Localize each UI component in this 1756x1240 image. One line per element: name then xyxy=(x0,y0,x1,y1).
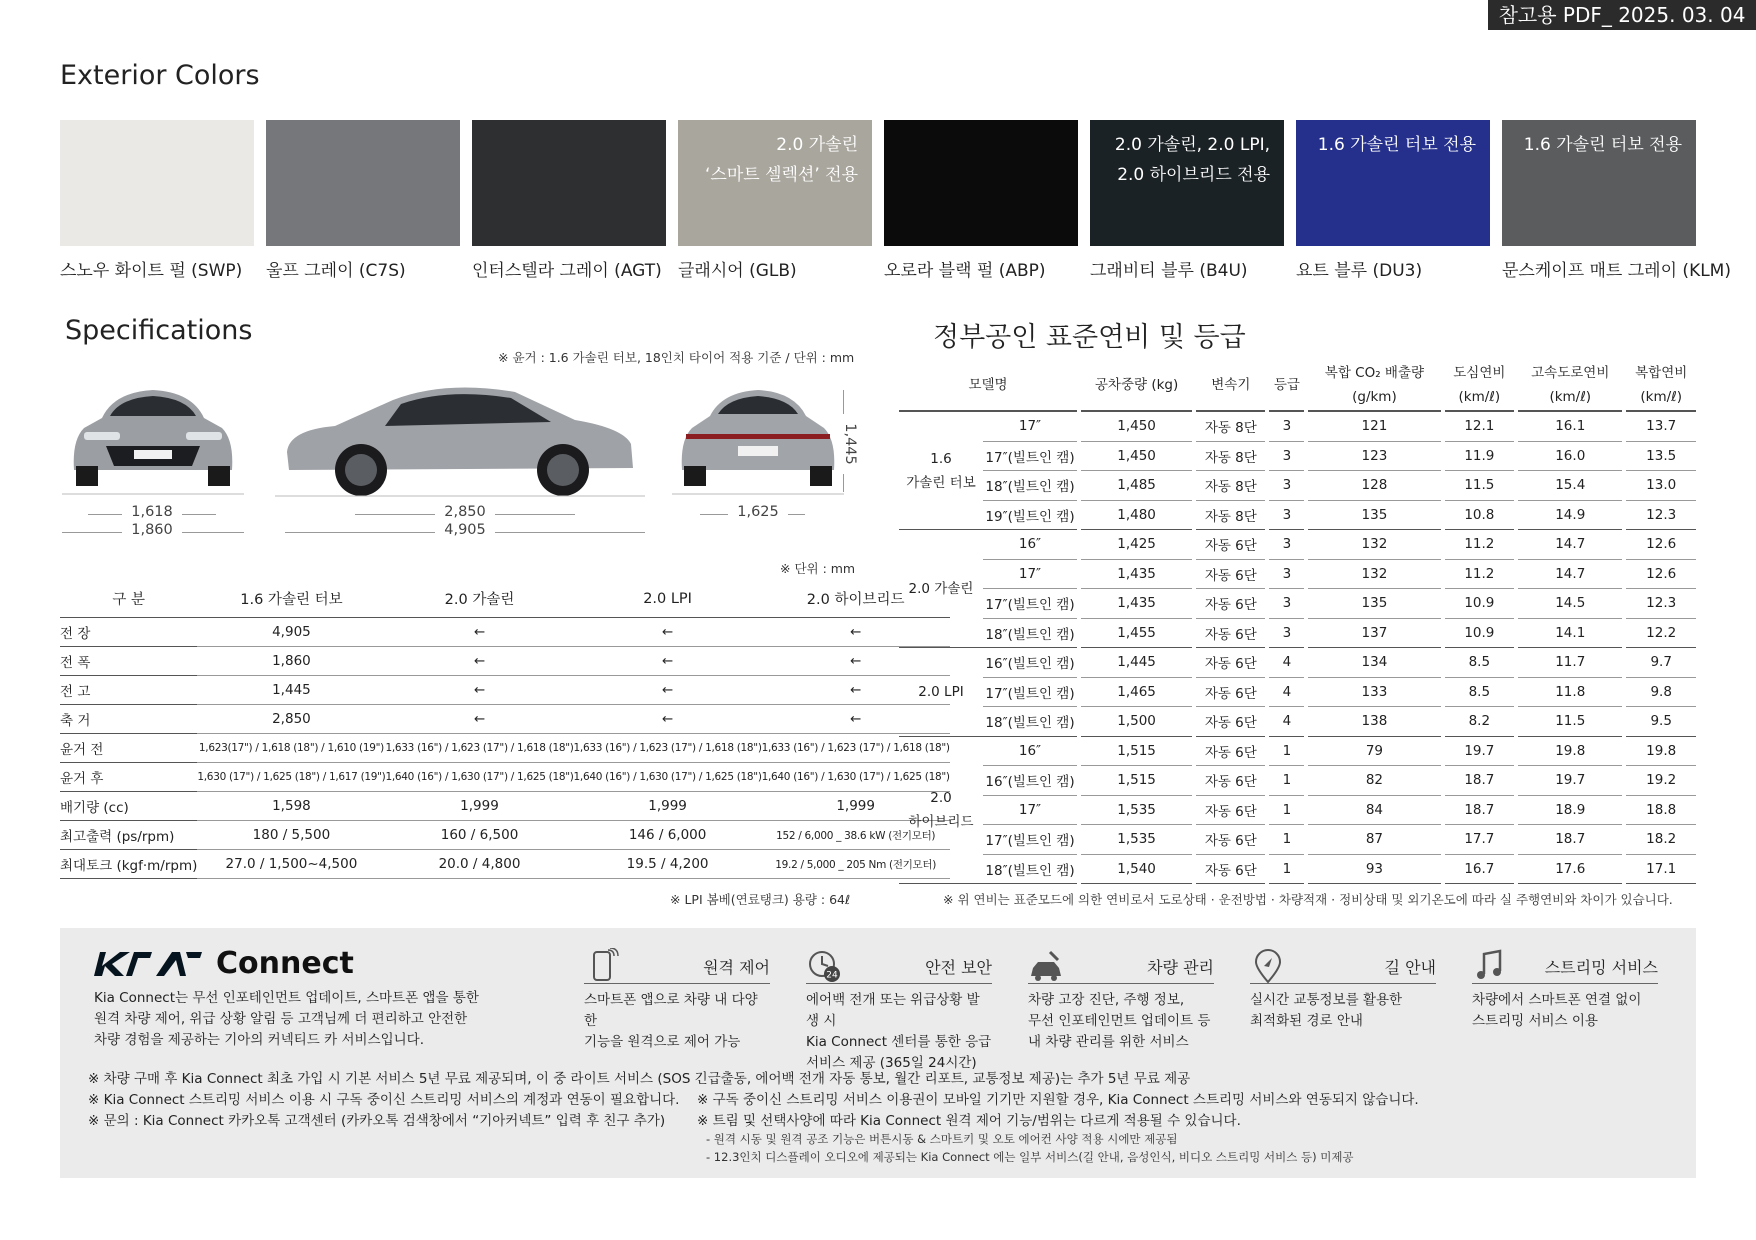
fuel-cell: 11.5 xyxy=(1518,707,1622,737)
fuel-cell: 17″ xyxy=(983,560,1077,590)
fuel-cell: 8.5 xyxy=(1445,678,1515,708)
fuel-cell: 4 xyxy=(1269,707,1304,737)
fuel-cell: 16″ xyxy=(983,737,1077,767)
spec-cell: 1,860 xyxy=(197,647,385,676)
fuel-cell: 9.5 xyxy=(1626,707,1696,737)
fuel-cell: 자동 6단 xyxy=(1196,648,1265,678)
lpi-footnote: ※ LPI 봄베(연료탱크) 용량 : 64ℓ xyxy=(670,892,851,907)
color-swatch xyxy=(1502,120,1696,246)
swatch-label: 요트 블루 (DU3) xyxy=(1296,261,1423,281)
fuel-cell: 87 xyxy=(1308,825,1440,855)
connect-note: - 원격 시동 및 원격 공조 기능은 버튼시동 & 스마트키 및 오토 에어컨 사양 적용 시에만 제공됨 xyxy=(706,1132,1178,1146)
fuel-cell: 19.8 xyxy=(1518,737,1622,767)
fuel-cell: 18.9 xyxy=(1518,796,1622,826)
spec-cell: ← xyxy=(762,705,950,734)
swatch-note: 2.0 가솔린 ‘스마트 셀렉션’ 전용 xyxy=(705,135,858,185)
connect-note: ※ 차량 구매 후 Kia Connect 최초 가입 시 기본 서비스 5년 무료 제공되며, 이 중 라이트 서비스 (SOS 긴급출동, 에어백 전개 자동 통보, 월간 리포트, 교통정보 제공)는 추가 5년 무료 제공 xyxy=(88,1071,1191,1087)
fuel-cell: 11.9 xyxy=(1445,442,1515,472)
fuel-cell: 11.2 xyxy=(1445,530,1515,560)
table-row xyxy=(60,647,950,676)
table-row xyxy=(60,705,950,734)
fuel-cell: 자동 6단 xyxy=(1196,737,1265,767)
fuel-cell: 19″(빌트인 캠) xyxy=(983,501,1077,531)
fuel-cell: 18″(빌트인 캠) xyxy=(983,471,1077,501)
fuel-header: 변속기 xyxy=(1196,360,1265,412)
fuel-cell: 12.3 xyxy=(1626,501,1696,531)
fuel-cell: 1,450 xyxy=(1081,442,1192,472)
spec-cell: ← xyxy=(574,618,762,647)
swatch-label: 문스케이프 매트 그레이 (KLM) xyxy=(1502,261,1731,281)
fuel-cell: 11.7 xyxy=(1518,648,1622,678)
car-rear-image xyxy=(672,380,844,496)
fuel-cell: 16.0 xyxy=(1518,442,1622,472)
service-desc: 에어백 전개 또는 위급상황 발생 시 Kia Connect 센터를 통한 응급 서비스 제공 (365일 24시간) xyxy=(806,992,992,1071)
spec-cell: ← xyxy=(385,647,573,676)
fuel-cell: 3 xyxy=(1269,530,1304,560)
connect-desc-line: 차량 경험을 제공하는 기아의 커넥티드 카 서비스입니다. xyxy=(94,1032,424,1048)
spec-cell: 1,630 (17") / 1,625 (18") / 1,617 (19") xyxy=(197,763,385,792)
tread-note: ※ 윤거 : 1.6 가솔린 터보, 18인치 타이어 적용 기준 / 단위 : mm xyxy=(498,350,855,365)
spec-cell: 1,640 (16") / 1,630 (17") / 1,625 (18") xyxy=(762,763,950,792)
fuel-cell: 16″(빌트인 캠) xyxy=(983,766,1077,796)
fuel-cell: 3 xyxy=(1269,471,1304,501)
fuel-cell: 1,465 xyxy=(1081,678,1192,708)
color-swatch xyxy=(884,120,1078,246)
fuel-cell: 자동 8단 xyxy=(1196,501,1265,531)
service-item xyxy=(806,948,992,1074)
fuel-cell: 14.1 xyxy=(1518,619,1622,649)
color-swatch xyxy=(1090,120,1284,246)
spec-row-label: 최고출력 (ps/rpm) xyxy=(60,821,197,850)
fuel-model: 2.0 LPI xyxy=(899,648,983,737)
dim-front-width: 1,860 xyxy=(122,522,182,538)
fuel-cell: 16″ xyxy=(983,530,1077,560)
spec-header: 2.0 LPI xyxy=(574,580,762,618)
dim-height: 1,445 xyxy=(842,414,858,474)
fuel-cell: 17.6 xyxy=(1518,855,1622,885)
fuel-cell: 자동 6단 xyxy=(1196,678,1265,708)
spec-header: 2.0 가솔린 xyxy=(385,580,573,618)
swatch-note: 2.0 가솔린, 2.0 LPI, 2.0 하이브리드 전용 xyxy=(1114,135,1270,185)
table-row xyxy=(899,442,1696,472)
spec-cell: 4,905 xyxy=(197,618,385,647)
fuel-cell: 18″(빌트인 캠) xyxy=(983,619,1077,649)
table-row xyxy=(60,676,950,705)
fuel-cell: 9.7 xyxy=(1626,648,1696,678)
table-row xyxy=(899,589,1696,619)
fuel-cell: 자동 6단 xyxy=(1196,825,1265,855)
fuel-cell: 1,535 xyxy=(1081,825,1192,855)
spec-cell: 1,633 (16") / 1,623 (17") / 1,618 (18") xyxy=(762,734,950,763)
swatch-label: 울프 그레이 (C7S) xyxy=(266,261,406,281)
fuel-cell: 1,435 xyxy=(1081,560,1192,590)
fuel-cell: 18.7 xyxy=(1518,825,1622,855)
swatch-label: 스노우 화이트 펄 (SWP) xyxy=(60,261,243,281)
fuel-cell: 18.8 xyxy=(1626,796,1696,826)
fuel-cell: 3 xyxy=(1269,442,1304,472)
fuel-cell: 19.2 xyxy=(1626,766,1696,796)
fuel-cell: 12.6 xyxy=(1626,560,1696,590)
fuel-header: 도심연비 (km/ℓ) xyxy=(1445,360,1515,412)
fuel-cell: 8.5 xyxy=(1445,648,1515,678)
fuel-cell: 13.5 xyxy=(1626,442,1696,472)
service-item xyxy=(1250,948,1436,1032)
spec-cell: 19.2 / 5,000 _ 205 Nm (전기모터) xyxy=(762,850,950,879)
clock-24-icon xyxy=(806,948,842,984)
spec-cell: 180 / 5,500 xyxy=(197,821,385,850)
fuel-cell: 1 xyxy=(1269,766,1304,796)
fuel-cell: 3 xyxy=(1269,619,1304,649)
fuel-header: 복합 CO₂ 배출량 (g/km) xyxy=(1308,360,1440,412)
service-header xyxy=(584,948,770,984)
fuel-cell: 1 xyxy=(1269,855,1304,885)
swatch-label: 인터스텔라 그레이 (AGT) xyxy=(472,261,662,281)
fuel-cell: 3 xyxy=(1269,589,1304,619)
fuel-model: 2.0 가솔린 xyxy=(899,530,983,648)
spec-row-label: 윤거 전 xyxy=(60,734,197,763)
music-note-icon xyxy=(1472,948,1508,984)
spec-header: 2.0 하이브리드 xyxy=(762,580,950,618)
fuel-cell: 10.9 xyxy=(1445,619,1515,649)
fuel-cell: 82 xyxy=(1308,766,1440,796)
fuel-cell: 121 xyxy=(1308,412,1440,442)
fuel-cell: 12.6 xyxy=(1626,530,1696,560)
fuel-cell: 1,515 xyxy=(1081,737,1192,767)
spec-cell: 152 / 6,000 _ 38.6 kW (전기모터) xyxy=(762,821,950,850)
fuel-cell: 17″(빌트인 캠) xyxy=(983,442,1077,472)
fuel-cell: 11.2 xyxy=(1445,560,1515,590)
fuel-cell: 1 xyxy=(1269,796,1304,826)
fuel-title: 정부공인 표준연비 및 등급 xyxy=(933,322,1246,353)
table-row xyxy=(899,619,1696,649)
table-row xyxy=(899,471,1696,501)
fuel-cell: 16.1 xyxy=(1518,412,1622,442)
car-wrench-icon xyxy=(1028,948,1064,984)
reference-label: 참고용 PDF_ 2025. 03. 04 xyxy=(1488,0,1756,30)
spec-cell: 20.0 / 4,800 xyxy=(385,850,573,879)
table-row xyxy=(60,792,950,821)
fuel-cell: 자동 8단 xyxy=(1196,471,1265,501)
spec-cell: 160 / 6,500 xyxy=(385,821,573,850)
table-row xyxy=(60,618,950,647)
fuel-cell: 10.8 xyxy=(1445,501,1515,531)
fuel-cell: 135 xyxy=(1308,589,1440,619)
color-swatch xyxy=(472,120,666,246)
spec-cell: 19.5 / 4,200 xyxy=(574,850,762,879)
fuel-cell: 10.9 xyxy=(1445,589,1515,619)
spec-cell: ← xyxy=(385,705,573,734)
fuel-cell: 9.8 xyxy=(1626,678,1696,708)
fuel-cell: 1,450 xyxy=(1081,412,1192,442)
car-front-image xyxy=(62,380,244,496)
service-header xyxy=(1250,948,1436,984)
fuel-cell: 13.7 xyxy=(1626,412,1696,442)
fuel-cell: 17.1 xyxy=(1626,855,1696,885)
color-swatch xyxy=(266,120,460,246)
spec-cell: ← xyxy=(762,676,950,705)
fuel-cell: 14.7 xyxy=(1518,560,1622,590)
fuel-cell: 132 xyxy=(1308,530,1440,560)
fuel-cell: 18.2 xyxy=(1626,825,1696,855)
fuel-cell: 12.2 xyxy=(1626,619,1696,649)
fuel-cell: 4 xyxy=(1269,678,1304,708)
fuel-cell: 16″(빌트인 캠) xyxy=(983,648,1077,678)
connect-note: ※ 트림 및 선택사양에 따라 Kia Connect 원격 제어 기능/범위는 다르게 적용될 수 있습니다. xyxy=(697,1113,1241,1129)
fuel-cell: 18″(빌트인 캠) xyxy=(983,855,1077,885)
fuel-header: 모델명 xyxy=(899,360,1077,412)
fuel-cell: 1,455 xyxy=(1081,619,1192,649)
fuel-cell: 137 xyxy=(1308,619,1440,649)
swatch-note: 1.6 가솔린 터보 전용 xyxy=(1523,135,1682,155)
fuel-cell: 자동 6단 xyxy=(1196,707,1265,737)
spec-row-label: 축 거 xyxy=(60,705,197,734)
fuel-cell: 1,540 xyxy=(1081,855,1192,885)
table-row xyxy=(899,530,1696,560)
fuel-cell: 1,535 xyxy=(1081,796,1192,826)
spec-cell: ← xyxy=(385,618,573,647)
spec-cell: 1,999 xyxy=(574,792,762,821)
spec-row-label: 전 장 xyxy=(60,618,197,647)
service-item xyxy=(584,948,770,1053)
fuel-cell: 자동 6단 xyxy=(1196,589,1265,619)
swatch-label: 그래비티 블루 (B4U) xyxy=(1090,261,1248,281)
connect-desc-line: 원격 차량 제어, 위급 상황 알림 등 고객님께 더 편리하고 안전한 xyxy=(94,1011,468,1027)
fuel-cell: 18.7 xyxy=(1445,796,1515,826)
swatch-note: 1.6 가솔린 터보 전용 xyxy=(1317,135,1476,155)
connect-desc-line: Kia Connect는 무선 인포테인먼트 업데이트, 스마트폰 앱을 통한 xyxy=(94,990,479,1006)
spec-cell: ← xyxy=(762,618,950,647)
fuel-cell: 자동 6단 xyxy=(1196,855,1265,885)
table-row xyxy=(899,855,1696,885)
fuel-header: 복합연비 (km/ℓ) xyxy=(1626,360,1696,412)
spec-cell: 1,640 (16") / 1,630 (17") / 1,625 (18") xyxy=(385,763,573,792)
fuel-cell: 15.4 xyxy=(1518,471,1622,501)
fuel-cell: 자동 6단 xyxy=(1196,796,1265,826)
fuel-cell: 14.5 xyxy=(1518,589,1622,619)
fuel-cell: 14.9 xyxy=(1518,501,1622,531)
fuel-cell: 12.1 xyxy=(1445,412,1515,442)
fuel-cell: 1,485 xyxy=(1081,471,1192,501)
fuel-cell: 19.8 xyxy=(1626,737,1696,767)
fuel-cell: 84 xyxy=(1308,796,1440,826)
spec-unit: ※ 단위 : mm xyxy=(780,561,856,576)
fuel-cell: 79 xyxy=(1308,737,1440,767)
fuel-cell: 133 xyxy=(1308,678,1440,708)
spec-row-label: 배기량 (cc) xyxy=(60,792,197,821)
fuel-cell: 1,480 xyxy=(1081,501,1192,531)
fuel-table xyxy=(899,360,1696,884)
service-desc: 차량에서 스마트폰 연결 없이 스트리밍 서비스 이용 xyxy=(1472,992,1642,1029)
fuel-footnote: ※ 위 연비는 표준모드에 의한 연비로서 도로상태 · 운전방법 · 차량적재 · 정비상태 및 외기온도에 따라 실 주행연비와 차이가 있습니다. xyxy=(943,892,1673,907)
color-swatch xyxy=(1296,120,1490,246)
fuel-cell: 134 xyxy=(1308,648,1440,678)
table-row xyxy=(899,766,1696,796)
connect-note: ※ 구독 중이신 스트리밍 서비스 이용권이 모바일 기기만 지원할 경우, Kia Connect 스트리밍 서비스와 연동되지 않습니다. xyxy=(697,1092,1419,1108)
table-row xyxy=(899,501,1696,531)
fuel-cell: 17″ xyxy=(983,412,1077,442)
spec-cell: ← xyxy=(385,676,573,705)
connect-title: Connect xyxy=(216,946,354,981)
location-pin-icon xyxy=(1250,948,1286,984)
spec-cell: 27.0 / 1,500~4,500 xyxy=(197,850,385,879)
spec-cell: 1,623(17") / 1,618 (18") / 1,610 (19") xyxy=(197,734,385,763)
fuel-cell: 3 xyxy=(1269,501,1304,531)
connect-note: ※ Kia Connect 스트리밍 서비스 이용 시 구독 중이신 스트리밍 서비스의 계정과 연동이 필요합니다. xyxy=(88,1092,680,1108)
fuel-cell: 17″(빌트인 캠) xyxy=(983,589,1077,619)
fuel-cell: 1 xyxy=(1269,737,1304,767)
fuel-cell: 1,445 xyxy=(1081,648,1192,678)
table-row xyxy=(899,796,1696,826)
service-title: 차량 관리 xyxy=(1147,958,1214,977)
spec-cell: 146 / 6,000 xyxy=(574,821,762,850)
spec-cell: 1,598 xyxy=(197,792,385,821)
service-desc: 차량 고장 진단, 주행 정보, 무선 인포테인먼트 업데이트 등 내 차량 관리를 위한 서비스 xyxy=(1028,992,1211,1050)
spec-header: 1.6 가솔린 터보 xyxy=(197,580,385,618)
service-desc: 스마트폰 앱으로 차량 내 다양한 기능을 원격으로 제어 가능 xyxy=(584,992,758,1050)
fuel-cell: 8.2 xyxy=(1445,707,1515,737)
table-row xyxy=(899,707,1696,737)
table-row xyxy=(899,678,1696,708)
fuel-cell: 자동 6단 xyxy=(1196,530,1265,560)
spec-cell: ← xyxy=(574,676,762,705)
color-swatch xyxy=(678,120,872,246)
fuel-cell: 17″(빌트인 캠) xyxy=(983,825,1077,855)
fuel-header: 공차중량 (kg) xyxy=(1081,360,1192,412)
fuel-cell: 17.7 xyxy=(1445,825,1515,855)
service-title: 안전 보안 xyxy=(925,958,992,977)
table-row xyxy=(899,648,1696,678)
table-row xyxy=(899,560,1696,590)
fuel-cell: 138 xyxy=(1308,707,1440,737)
fuel-model: 1.6 가솔린 터보 xyxy=(899,412,983,530)
fuel-cell: 18.7 xyxy=(1445,766,1515,796)
dim-front-tread: 1,618 xyxy=(122,504,182,520)
fuel-cell: 18″(빌트인 캠) xyxy=(983,707,1077,737)
fuel-cell: 132 xyxy=(1308,560,1440,590)
spec-cell: 1,633 (16") / 1,623 (17") / 1,618 (18") xyxy=(574,734,762,763)
fuel-cell: 4 xyxy=(1269,648,1304,678)
fuel-cell: 3 xyxy=(1269,412,1304,442)
spec-cell: ← xyxy=(574,647,762,676)
table-row xyxy=(60,821,950,850)
fuel-cell: 19.7 xyxy=(1445,737,1515,767)
fuel-header: 등급 xyxy=(1269,360,1304,412)
fuel-cell: 11.5 xyxy=(1445,471,1515,501)
service-item xyxy=(1028,948,1214,1053)
fuel-cell: 128 xyxy=(1308,471,1440,501)
fuel-cell: 1,500 xyxy=(1081,707,1192,737)
table-row xyxy=(60,763,950,792)
fuel-header: 고속도로연비 (km/ℓ) xyxy=(1518,360,1622,412)
spec-table xyxy=(60,580,950,879)
fuel-cell: 19.7 xyxy=(1518,766,1622,796)
table-row xyxy=(60,850,950,879)
fuel-cell: 자동 6단 xyxy=(1196,766,1265,796)
fuel-cell: 자동 6단 xyxy=(1196,560,1265,590)
color-swatch xyxy=(60,120,254,246)
spec-header: 구 분 xyxy=(60,580,197,618)
svg-text:24: 24 xyxy=(826,970,838,981)
fuel-cell: 자동 8단 xyxy=(1196,442,1265,472)
table-row xyxy=(60,734,950,763)
service-item xyxy=(1472,948,1658,1032)
car-side-image xyxy=(275,370,645,500)
swatch-label: 글래시어 (GLB) xyxy=(678,261,797,281)
spec-row-label: 전 폭 xyxy=(60,647,197,676)
spec-cell: 1,640 (16") / 1,630 (17") / 1,625 (18") xyxy=(574,763,762,792)
service-header xyxy=(1472,948,1658,984)
spec-row-label: 최대토크 (kgf·m/rpm) xyxy=(60,850,197,879)
fuel-cell: 17″(빌트인 캠) xyxy=(983,678,1077,708)
dim-length: 4,905 xyxy=(435,522,495,538)
spec-cell: 1,445 xyxy=(197,676,385,705)
spec-row-label: 윤거 후 xyxy=(60,763,197,792)
dim-rear-tread: 1,625 xyxy=(728,504,788,520)
table-row xyxy=(899,825,1696,855)
fuel-cell: 3 xyxy=(1269,560,1304,590)
specifications-title: Specifications xyxy=(65,315,253,346)
fuel-cell: 자동 6단 xyxy=(1196,619,1265,649)
spec-cell: ← xyxy=(574,705,762,734)
spec-cell: 1,999 xyxy=(762,792,950,821)
spec-cell: ← xyxy=(762,647,950,676)
fuel-cell: 1 xyxy=(1269,825,1304,855)
fuel-cell: 1,435 xyxy=(1081,589,1192,619)
fuel-cell: 135 xyxy=(1308,501,1440,531)
spec-row-label: 전 고 xyxy=(60,676,197,705)
fuel-cell: 123 xyxy=(1308,442,1440,472)
service-title: 길 안내 xyxy=(1384,958,1436,977)
fuel-cell: 93 xyxy=(1308,855,1440,885)
service-title: 스트리밍 서비스 xyxy=(1544,958,1658,977)
swatch-label: 오로라 블랙 펄 (ABP) xyxy=(884,261,1046,281)
connect-description xyxy=(94,988,479,1051)
fuel-cell: 17″ xyxy=(983,796,1077,826)
fuel-cell: 1,515 xyxy=(1081,766,1192,796)
fuel-cell: 1,425 xyxy=(1081,530,1192,560)
spec-cell: 1,999 xyxy=(385,792,573,821)
service-title: 원격 제어 xyxy=(703,958,770,977)
spec-cell: 1,633 (16") / 1,623 (17") / 1,618 (18") xyxy=(385,734,573,763)
fuel-cell: 13.0 xyxy=(1626,471,1696,501)
table-row xyxy=(899,737,1696,767)
table-row xyxy=(899,412,1696,442)
exterior-colors-title: Exterior Colors xyxy=(60,60,260,91)
dim-wheelbase: 2,850 xyxy=(435,504,495,520)
fuel-cell: 11.8 xyxy=(1518,678,1622,708)
fuel-cell: 14.7 xyxy=(1518,530,1622,560)
fuel-cell: 16.7 xyxy=(1445,855,1515,885)
service-desc: 실시간 교통정보를 활용한 최적화된 경로 안내 xyxy=(1250,992,1403,1029)
service-header xyxy=(806,948,992,984)
phone-icon xyxy=(584,948,620,984)
fuel-model: 2.0 하이브리드 xyxy=(899,737,983,885)
connect-note: ※ 문의 : Kia Connect 카카오톡 고객센터 (카카오톡 검색창에서 “기아커넥트” 입력 후 친구 추가) xyxy=(88,1113,666,1129)
fuel-cell: 12.3 xyxy=(1626,589,1696,619)
kia-logo xyxy=(94,952,202,976)
connect-note: - 12.3인치 디스플레이 오디오에 제공되는 Kia Connect 에는 일부 서비스(길 안내, 음성인식, 비디오 스트리밍 서비스 등) 미제공 xyxy=(706,1150,1354,1164)
spec-cell: 2,850 xyxy=(197,705,385,734)
fuel-cell: 자동 8단 xyxy=(1196,412,1265,442)
service-header xyxy=(1028,948,1214,984)
